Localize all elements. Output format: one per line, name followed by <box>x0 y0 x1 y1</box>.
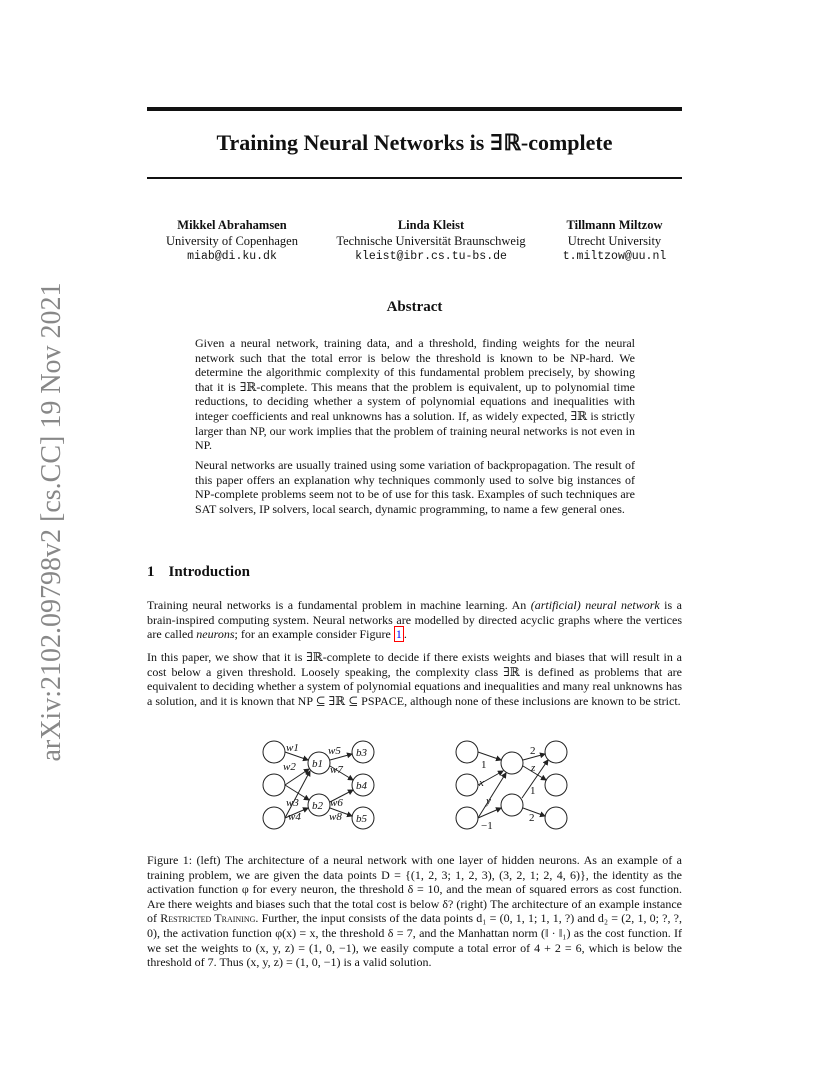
weight-label: 1 <box>530 785 536 797</box>
weight-label: w4 <box>288 811 301 823</box>
intro-paragraph <box>147 598 682 642</box>
input-neuron <box>263 807 285 829</box>
weight-label: 2 <box>529 812 535 824</box>
weight-label: x <box>479 777 484 789</box>
author-name: Linda Kleist <box>397 218 465 232</box>
section-title: Introduction <box>168 564 250 580</box>
title-bottom-rule <box>147 177 682 179</box>
author-email: t.miltzow@uu.nl <box>562 250 667 263</box>
hidden-neuron <box>501 752 523 774</box>
bias-label: b4 <box>356 780 367 792</box>
section-number: 1 <box>147 564 155 580</box>
bias-label: b3 <box>356 747 367 759</box>
weight-label: 1 <box>481 759 487 771</box>
text-run: ; for an example consider Figure <box>234 627 394 642</box>
author-block <box>147 217 317 265</box>
weight-label: w8 <box>329 811 342 823</box>
text-run: Figure 1: (left) The architecture of a neural network with one layer of hidden neurons. As an example of a training problem, we are given the data points D = {(1, 2, 3; 1, 2, 3), (3, 2, 1; 2, 4, 6)}, the identity as the activation function φ for every neuron, the threshold δ = 10, and the mean of squared errors as cost function. Are there weights and biases such that the total cost is below δ? (right) The architecture of an example instance of <box>147 853 682 926</box>
input-neuron <box>263 741 285 763</box>
abstract-heading: Abstract <box>386 299 443 315</box>
input-neuron <box>456 774 478 796</box>
weight-label: w7 <box>330 764 343 776</box>
weight-label: w6 <box>330 797 343 809</box>
author-affiliation: Utrecht University <box>567 234 662 248</box>
network-diagrams <box>250 730 590 840</box>
intro-paragraph: In this paper, we show that it is ∃ℝ-complete to decide if there exists weights and biases that will result in a cost below a given threshold. Loosely speaking, the complexity class ∃ℝ is defined as problems that are equivalent to deciding whether a system of polynomial equations and inequalities and many real unknowns has a solution, and it is known that NP ⊆ ∃ℝ ⊆ PSPACE, although none of these inclusions are known to be strict. <box>147 650 682 708</box>
figure-reference-link[interactable]: 1 <box>395 627 402 642</box>
output-neuron <box>545 741 567 763</box>
emphasis-text: (artificial) neural network <box>530 598 660 612</box>
hidden-neuron <box>501 794 523 816</box>
weight-label: w5 <box>328 745 341 757</box>
weight-label: 2 <box>530 745 536 757</box>
right-network-labels <box>478 745 536 832</box>
author-email: miab@di.ku.dk <box>187 250 277 263</box>
weight-label: w2 <box>283 761 296 773</box>
output-neuron <box>545 774 567 796</box>
paper-title: Training Neural Networks is ∃ℝ-complete <box>216 130 613 155</box>
arxiv-identifier: arXiv:2102.09798v2 [cs.CC] 19 Nov 2021 <box>36 282 67 762</box>
input-neuron <box>263 774 285 796</box>
input-neuron <box>456 741 478 763</box>
output-neuron <box>545 807 567 829</box>
problem-name: Restricted Training <box>160 911 256 926</box>
text-run: . Further, the input consists of the data points d₁ = (0, 1, 1; 1, 1, ?) and d₂ = (2, 1, 0; ?, ?, 0), the activation function φ(x) = x, the threshold δ = 7, and the Manhattan norm (‖ · ‖₁) as the cost function. If we set the weights to (x, y, z) = (1, 0, −1), we easily compute a total error of 4 + 2 = 6, which is below the threshold of 7. Thus (x, y, z) = (1, 0, −1) is a valid solution. <box>147 911 682 970</box>
title-top-rule <box>147 107 682 111</box>
author-block <box>547 217 682 265</box>
emphasis-text: neurons <box>196 627 235 642</box>
author-email: kleist@ibr.cs.tu-bs.de <box>355 250 507 263</box>
text-run: is a brain-inspired computing system. Neural networks are modelled by directed acyclic graphs where the vertices are called <box>147 598 682 642</box>
text-run: . <box>403 627 407 642</box>
weight-label: −1 <box>481 820 493 832</box>
section-heading <box>147 564 250 581</box>
author-affiliation: University of Copenhagen <box>166 234 298 248</box>
bias-label: b1 <box>312 758 323 770</box>
weight-label: z <box>531 762 536 774</box>
figure-caption <box>147 853 682 970</box>
author-block <box>318 217 544 265</box>
bias-label: b2 <box>312 800 323 812</box>
weight-label: w3 <box>286 797 299 809</box>
author-name: Mikkel Abrahamsen <box>177 218 287 232</box>
author-affiliation: Technische Universität Braunschweig <box>336 234 526 248</box>
weight-label: y <box>486 795 491 807</box>
bias-label: b5 <box>356 813 367 825</box>
input-neuron <box>456 807 478 829</box>
weight-label: w1 <box>286 742 299 754</box>
text-run: Training neural networks is a fundamental problem in machine learning. An <box>147 598 531 612</box>
abstract-paragraph: Given a neural network, training data, and a threshold, finding weights for the neural network such that the total error is below the threshold is known to be NP-hard. We determine the algorithmic complexity of this fundamental problem precisely, by showing that it is ∃ℝ-complete. This means that the problem is equivalent, up to polynomial time reductions, to deciding whether a system of polynomial equations and inequalities with integer coefficients and real unknowns has a solution. If, as widely expected, ∃ℝ is strictly larger than NP, our work implies that the problem of training neural networks is not even in NP. <box>195 336 635 453</box>
author-name: Tillmann Miltzow <box>566 218 663 232</box>
figure-1 <box>250 730 590 840</box>
right-network-diagram <box>456 741 567 829</box>
abstract-paragraph: Neural networks are usually trained using some variation of backpropagation. The result of this paper offers an explanation why techniques commonly used to solve big instances of NP-complete problems seem not to be of use for this task. Examples of such techniques are SAT solvers, IP solvers, local search, dynamic programming, to name a few general ones. <box>195 458 635 516</box>
